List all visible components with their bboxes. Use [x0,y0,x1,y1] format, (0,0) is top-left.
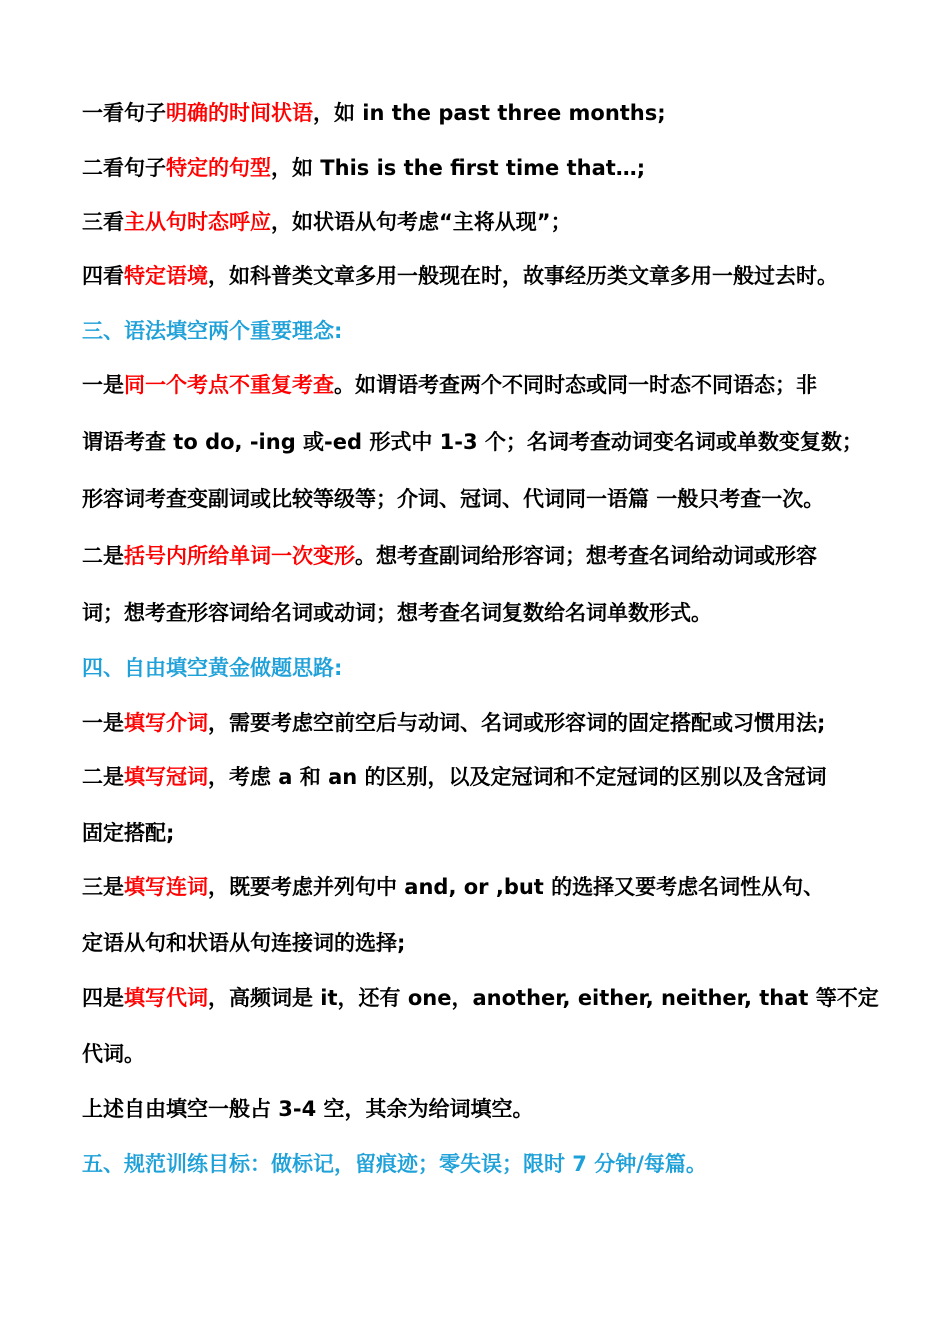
fill-tip-3-emphasis: 填写连词 [124,875,208,899]
tense-tip-3-rest: ，如状语从句考虑“主将从现”； [271,210,572,234]
fill-tip-1-emphasis: 填写介词 [124,711,208,735]
tense-tip-1 [82,100,882,126]
principle-1-lead: 一是 [82,373,124,397]
fill-tip-1 [82,710,882,736]
tense-tip-4-lead: 四看 [82,264,124,288]
tense-tip-2-emphasis: 特定的句型 [166,156,271,180]
principle-1-cont-2: 形容词考查变副词或比较等级等；介词、冠词、代词同一语篇 一般只考查一次。 [82,487,825,511]
fill-tip-2-lead: 二是 [82,765,124,789]
fill-tip-3-rest: ，既要考虑并列句中 and, or ,but 的选择又要考虑名词性从句、 [208,875,825,899]
tense-tip-4 [82,263,882,289]
tense-tip-2-lead: 二看句子 [82,156,166,180]
tense-tip-4-rest: ，如科普类文章多用一般现在时，故事经历类文章多用一般过去时。 [208,264,838,288]
section-heading-4: 四、自由填空黄金做题思路: [82,656,343,680]
tense-tip-3 [82,209,882,235]
fill-tip-3-cont: 定语从句和状语从句连接词的选择; [82,931,406,955]
principle-2-emphasis: 括号内所给单词一次变形 [124,544,355,568]
fill-tip-2-cont: 固定搭配; [82,821,175,845]
principle-2-cont: 词；想考查形容词给名词或动词；想考查名词复数给名词单数形式。 [82,601,712,625]
principle-2-lead: 二是 [82,544,124,568]
principle-1 [82,372,882,398]
tense-tip-1-rest: ，如 in the past three months; [313,101,666,125]
fill-tip-4 [82,985,882,1011]
section-heading-3: 三、语法填空两个重要理念: [82,319,343,343]
section-heading-5: 五、规范训练目标：做标记，留痕迹；零失误；限时 7 分钟/每篇。 [82,1152,707,1176]
fill-tip-2-emphasis: 填写冠词 [124,765,208,789]
fill-tip-4-cont: 代词。 [82,1042,145,1066]
tense-tip-1-emphasis: 明确的时间状语 [166,101,313,125]
fill-tip-4-lead: 四是 [82,986,124,1010]
fill-tip-1-rest: ，需要考虑空前空后与动词、名词或形容词的固定搭配或习惯用法; [208,711,826,735]
principle-2 [82,543,882,569]
fill-tip-2-rest: ，考虑 a 和 an 的区别，以及定冠词和不定冠词的区别以及含冠词 [208,765,827,789]
fill-tip-3 [82,874,882,900]
tense-tip-2-rest: ，如 This is the first time that…; [271,156,646,180]
principle-1-cont-1: 谓语考查 to do, -ing 或-ed 形式中 1-3 个；名词考查动词变名词或单数变复数； [82,430,863,454]
principle-2-rest: 。想考查副词给形容词；想考查名词给动词或形容 [355,544,817,568]
fill-tip-4-emphasis: 填写代词 [124,986,208,1010]
fill-tip-2 [82,764,882,790]
tense-tip-4-emphasis: 特定语境 [124,264,208,288]
tense-tip-2 [82,155,882,181]
principle-1-emphasis: 同一个考点不重复考查 [124,373,334,397]
fill-tip-3-lead: 三是 [82,875,124,899]
tense-tip-3-emphasis: 主从句时态呼应 [124,210,271,234]
tense-tip-1-lead: 一看句子 [82,101,166,125]
fill-tip-1-lead: 一是 [82,711,124,735]
fill-tip-4-rest: ，高频词是 it，还有 one，another, either, neither, that 等不定 [208,986,879,1010]
summary-line: 上述自由填空一般占 3-4 空，其余为给词填空。 [82,1097,534,1121]
tense-tip-3-lead: 三看 [82,210,124,234]
principle-1-rest: 。如谓语考查两个不同时态或同一时态不同语态；非 [334,373,817,397]
